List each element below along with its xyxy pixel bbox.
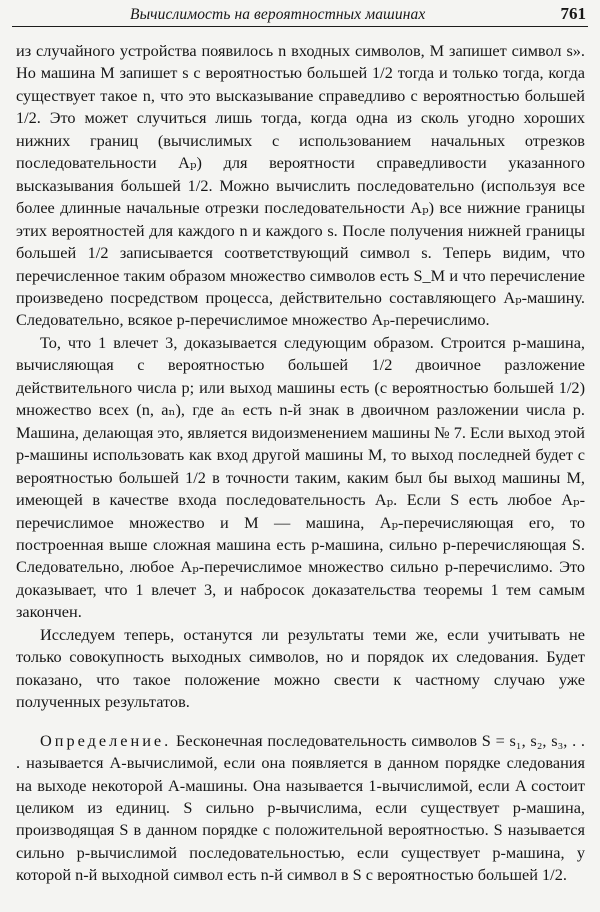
definition-text: Бесконечная последовательность символов S = s₁, s₂, s₃, . . . называется A-вычислимой, если она появляется в данном порядке следования на выходе некоторой A-машины. Она называется 1-вычислимой, если A состоит целиком из единиц. S сильно p-вычислима, если существует p-машина, производящая S в данном порядке с положительной вероятностью. S называется сильно p-вычислимой последовательностью, если существует p-машина, у которой n-й выходной символ есть n-й символ в S с вероятностью большей 1/2. [16, 730, 585, 885]
definition-paragraph [16, 730, 585, 887]
paragraph-order-question: Исследуем теперь, останутся ли результаты теми же, если учитывать не только совокупность выходных символов, но и порядок их следования. Будет показано, что такое положение можно свести к частному случаю уже полученных результатов. [16, 624, 585, 712]
running-title: Вычислимость на вероятностных машинах [130, 6, 426, 23]
page-body [16, 40, 585, 887]
definition-heading: Определение. [40, 730, 172, 750]
paragraph-1-implies-3: То, что 1 влечет 3, доказывается следующим образом. Строится p-машина, вычисляющая с вероятностью большей 1/2 двоичное разложение действительного числа p; или выход машины есть (с вероятностью большей 1/2) множество всех (n, aₙ), где aₙ есть n-й знак в двоичном разложении числа p. Машина, делающая это, является видоизменением машины № 7. Если выход этой p-машины использовать как вход другой машины M, то выход последней будет с вероятностью большей 1/2 в точности таким, каким был бы выход машины M, имеющей в качестве входа последовательность Aₚ. Если S есть любое Aₚ-перечислимое множество и M — машина, Aₚ-перечисляющая его, то построенная выше сложная машина есть p-машина, сильно p-перечисляющая S. Следовательно, любое Aₚ-перечислимое множество сильно p-перечислимо. Это доказывает, что 1 влечет 3, и набросок доказательства теоремы 1 тем самым закончен. [16, 332, 585, 622]
page-header [12, 4, 588, 27]
paragraph-proof-continuation: из случайного устройства появилось n входных символов, M запишет символ s». Но машина M запишет s с вероятностью большей 1/2 тогда и только тогда, когда существует такое n, что это высказывание справедливо с вероятностью большей 1/2. Это может случиться лишь тогда, когда одна из сколь угодно хороших нижних границ (вычислимых с использованием начальных отрезков последовательности Aₚ) для вероятности справедливости указанного высказывания большей 1/2. Можно вычислить последовательно (используя все более длинные начальные отрезки последовательности Aₚ) все нижние границы этих вероятностей для каждого n и каждого s. После получения нижней границы большей 1/2 записывается соответствующий символ s. Теперь видим, что перечисленное таким образом множество символов есть S_M и что перечисление произведено посредством процесса, действительно составляющего Aₚ-машину. Следовательно, всякое p-перечислимое множество Aₚ-перечислимо. [16, 41, 585, 330]
page-number: 761 [560, 4, 586, 23]
